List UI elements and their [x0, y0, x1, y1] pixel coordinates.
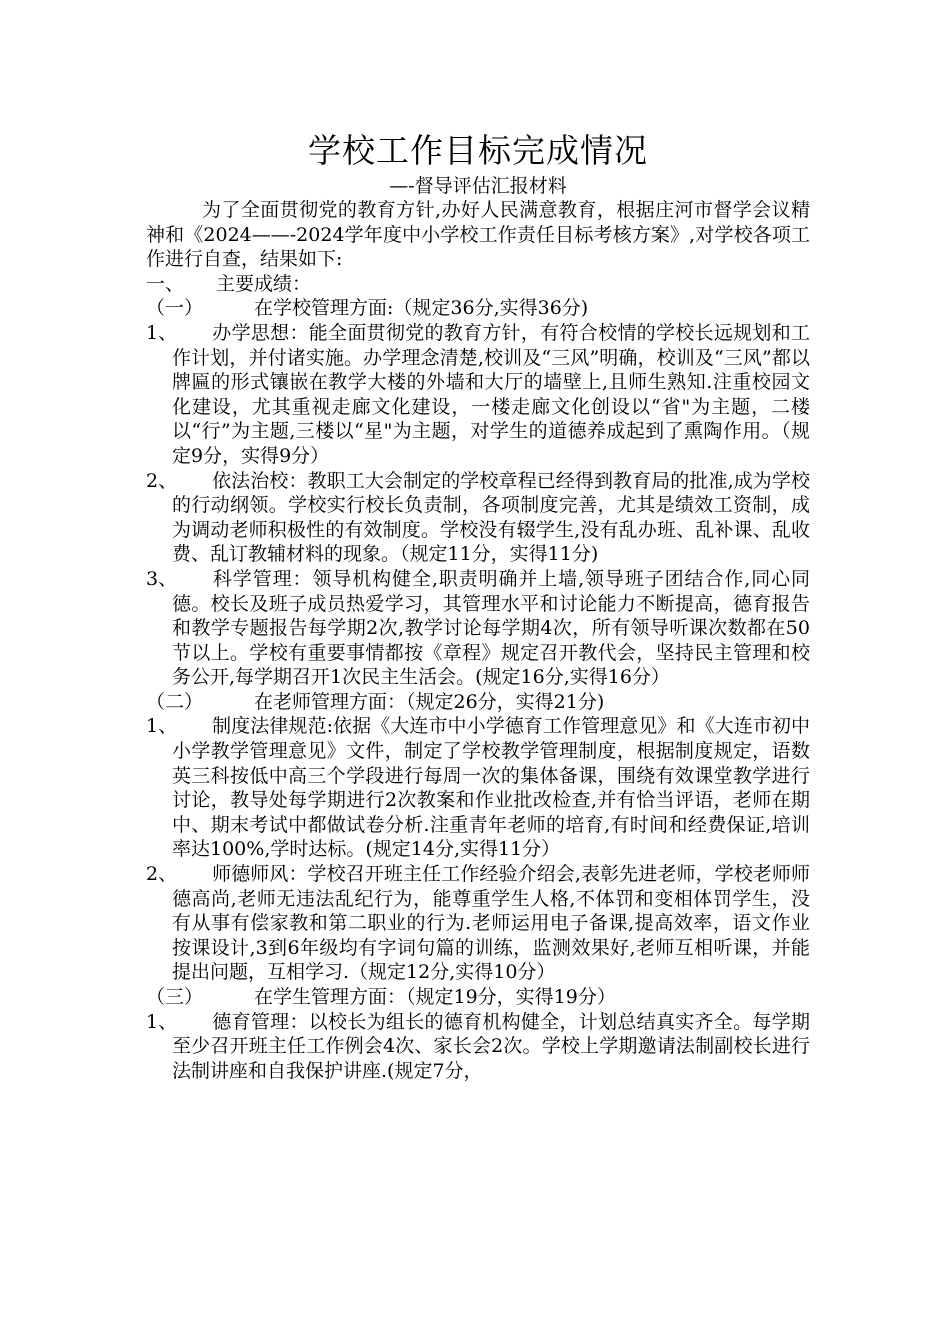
- item-number: 2、: [146, 469, 178, 492]
- subsection-heading: [146, 985, 810, 1010]
- subsection-number: （三）: [146, 986, 204, 1008]
- item-number: 2、: [146, 863, 178, 886]
- item-text: 科学管理：领导机构健全,职责明确并上墙,领导班子团结合作,同心同德。校长及班子成员热爱学习，其管理水平和讨论能力不断提高，德育报告和教学专题报告每学期2次,教学讨论每学期4次，所有领导听课次数都在50节以上。学校有重要事情都按《章程》规定召开教代会，坚持民主管理和校务公开,每学期召开1次民主生活会。(规定16分,实得16分）: [172, 567, 810, 689]
- item-number: 1、: [146, 321, 178, 344]
- section-label: 主要成绩：: [216, 272, 312, 295]
- list-item: [146, 862, 810, 985]
- section-number: 一、: [146, 272, 185, 295]
- item-text: 师德师风：学校召开班主任工作经验介绍会,表彰先进老师，学校老师师德高尚,老师无违法乱纪行为，能尊重学生人格,不体罚和变相体罚学生，没有从事有偿家教和第二职业的行为.老师运用电子备课,提高效率，语文作业按课设计,3到6年级均有字词句篇的训练，监测效果好,老师互相听课，并能提出问题，互相学习.（规定12分,实得10分）: [172, 863, 810, 984]
- document-subtitle: —-督导评估汇报材料: [389, 175, 567, 197]
- intro-paragraph: 为了全面贯彻党的教育方针,办好人民满意教育，根据庄河市督学会议精神和《2024——-2024学年度中小学校工作责任目标考核方案》,对学校各项工作进行自查，结果如下:: [146, 199, 810, 271]
- subsection-label: 在学校管理方面:（规定36分,实得36分): [254, 297, 589, 320]
- list-item: [146, 321, 810, 469]
- subsection-number: （一）: [146, 297, 204, 320]
- subsection-heading: [146, 296, 810, 321]
- document-body: [146, 128, 810, 1083]
- item-text: 制度法律规范:依据《大连市中小学德育工作管理意见》和《大连市初中小学教学管理意见》文件，制定了学校教学管理制度，根据制度规定，语数英三科按低中高三个学段进行每周一次的集体备课，围绕有效课堂教学进行讨论，教导处每学期进行2次教案和作业批改检查,并有恰当评语，老师在期中、期末考试中都做试卷分析.注重青年老师的培育,有时间和经费保证,培训率达100%,学时达标。(规定14分,实得11分）: [172, 715, 810, 861]
- item-text: 德育管理：以校长为组长的德育机构健全，计划总结真实齐全。每学期至少召开班主任工作例会4次、家长会2次。学校上学期邀请法制副校长进行法制讲座和自我保护讲座.(规定7分，: [172, 1010, 810, 1082]
- item-text: 办学思想：能全面贯彻党的教育方针，有符合校情的学校长远规划和工作计划，并付诸实施。办学理念清楚,校训及“三风”明确，校训及“三风”都以牌匾的形式镶嵌在教学大楼的外墙和大厅的墙壁上,且师生熟知.注重校园文化建设，尤其重视走廊文化建设，一楼走廊文化创设以“省"为主题，二楼以“行”为主题,三楼以“星"为主题，对学生的道德养成起到了熏陶作用。（规定9分，实得9分）: [172, 321, 810, 467]
- item-number: 1、: [146, 715, 178, 738]
- subsection-number: （二）: [146, 690, 204, 713]
- subsection-label: 在老师管理方面：（规定26分，实得21分): [254, 690, 605, 713]
- subsection-label: 在学生管理方面：（规定19分，实得19分）: [254, 986, 616, 1008]
- subsection-heading: [146, 690, 810, 715]
- document-title: 学校工作目标完成情况: [308, 131, 648, 170]
- list-item: [146, 1010, 810, 1084]
- item-number: 3、: [146, 567, 178, 590]
- section-heading: [146, 272, 810, 297]
- list-item: [146, 567, 810, 690]
- item-number: 1、: [146, 1010, 178, 1033]
- list-item: [146, 714, 810, 862]
- list-item: [146, 469, 810, 567]
- item-text: 依法治校：教职工大会制定的学校章程已经得到教育局的批准,成为学校的行动纲领。学校实行校长负责制，各项制度完善，尤其是绩效工资制，成为调动老师积极性的有效制度。学校没有辍学生,没有乱办班、乱补课、乱收费、乱订教辅材料的现象。（规定11分，实得11分): [172, 469, 810, 566]
